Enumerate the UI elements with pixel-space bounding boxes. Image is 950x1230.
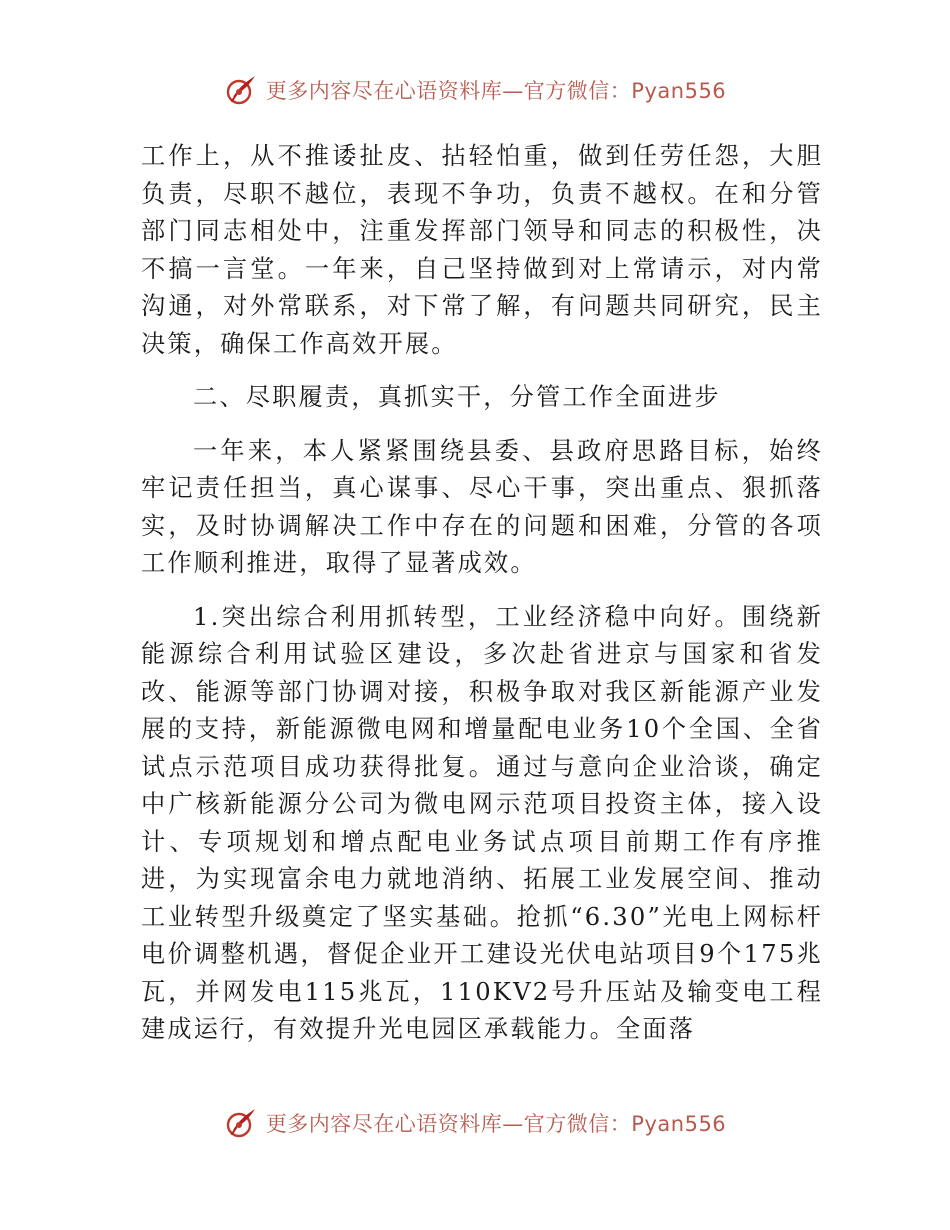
quill-logo-icon	[224, 1106, 258, 1140]
paragraph-industry: 1.突出综合利用抓转型，工业经济稳中向好。围绕新能源综合利用试验区建设，多次赴省进京与国家和省发改、能源等部门协调对接，积极争取对我区新能源产业发展的支持，新能源微电网和增量配电业务10个全国、全省试点示范项目成功获得批复。通过与意向企业洽谈，确定中广核新能源分公司为微电网示范项目投资主体，接入设计、专项规划和增点配电业务试点项目前期工作有序推进，为实现富余电力就地消纳、拓展工业发展空间、推动工业转型升级奠定了坚实基础。抢抓“6.30”光电上网标杆电价调整机遇，督促企业开工建设光伏电站项目9个175兆瓦，并网发电115兆瓦，110KV2号升压站及输变电工程建成运行，有效提升光电园区承载能力。全面落	[141, 602, 823, 1043]
footer-watermark	[0, 1103, 950, 1143]
watermark-text: 更多内容尽在心语资料库—官方微信：Pyan556	[265, 79, 727, 103]
paragraph-gap	[141, 417, 823, 433]
paragraph-continuation: 工作上，从不推诿扯皮、拈轻怕重，做到任劳任怨，大胆负责，尽职不越位，表现不争功，负责不越权。在和分管部门同志相处中，注重发挥部门领导和同志的积极性，决不搞一言堂。一年来，自己坚持做到对上常请示，对内常沟通，对外常联系，对下常了解，有问题共同研究，民主决策，确保工作高效开展。	[141, 142, 823, 358]
section-heading: 二、尽职履责，真抓实干，分管工作全面进步	[193, 383, 721, 411]
quill-logo-icon	[224, 73, 258, 107]
document-body	[141, 138, 823, 1049]
paragraph-gap	[141, 363, 823, 379]
paragraph-gap	[141, 583, 823, 599]
watermark-text: 更多内容尽在心语资料库—官方微信：Pyan556	[265, 1112, 727, 1136]
paragraph-overview: 一年来，本人紧紧围绕县委、县政府思路目标，始终牢记责任担当，真心谋事、尽心干事，突出重点、狠抓落实，及时协调解决工作中存在的问题和困难，分管的各项工作顺利推进，取得了显著成效。	[141, 436, 823, 577]
header-watermark	[0, 70, 950, 110]
